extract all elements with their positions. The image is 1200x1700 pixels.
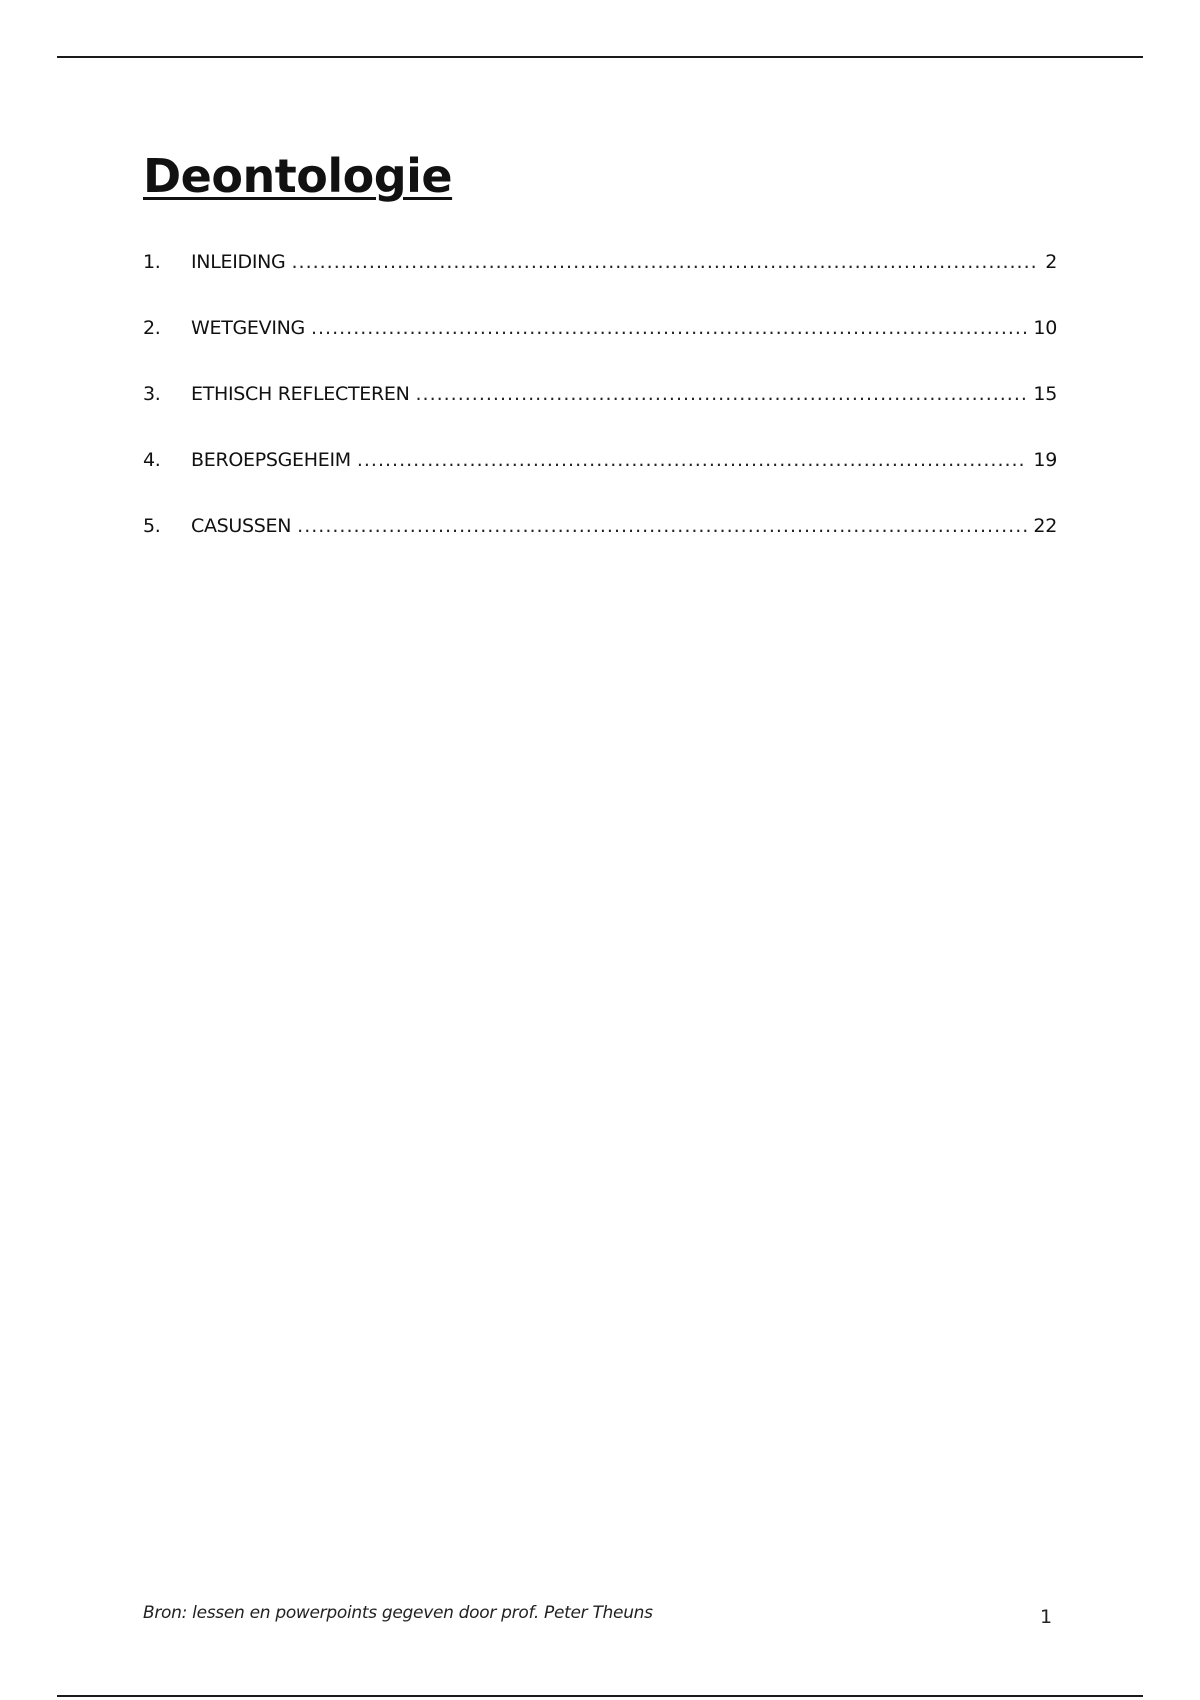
toc-entry-page: 19 — [1033, 449, 1057, 471]
toc-entry-label: INLEIDING — [191, 251, 286, 273]
toc-entry-number: 5. — [143, 515, 161, 537]
footer-rule — [57, 1695, 1143, 1697]
toc-entry-casussen[interactable] — [143, 511, 1057, 577]
toc-entry-page: 15 — [1033, 383, 1057, 405]
toc-entry-page: 22 — [1033, 515, 1057, 537]
toc-entry-number: 1. — [143, 251, 161, 273]
toc-entry-label: BEROEPSGEHEIM — [191, 449, 351, 471]
toc-dot-leader — [357, 445, 1028, 475]
document-title: Deontologie — [143, 149, 453, 203]
toc-dot-leader — [311, 313, 1027, 343]
toc-entry-wetgeving[interactable] — [143, 313, 1057, 379]
footer-source-note: Bron: lessen en powerpoints gegeven door prof. Peter Theuns — [143, 1603, 653, 1623]
toc-entry-number: 2. — [143, 317, 161, 339]
toc-dot-leader — [297, 511, 1027, 541]
toc-entry-page: 10 — [1033, 317, 1057, 339]
toc-dot-leader — [291, 247, 1039, 277]
toc-entry-label: ETHISCH REFLECTEREN — [191, 383, 410, 405]
toc-entry-label: WETGEVING — [191, 317, 305, 339]
toc-entry-inleiding[interactable] — [143, 247, 1057, 313]
footer-page-number: 1 — [1040, 1606, 1053, 1628]
toc-entry-beroepsgeheim[interactable] — [143, 445, 1057, 511]
toc-entry-number: 3. — [143, 383, 161, 405]
toc-entry-ethisch-reflecteren[interactable] — [143, 379, 1057, 445]
toc-entry-page: 2 — [1045, 251, 1057, 273]
table-of-contents — [143, 247, 1057, 577]
toc-entry-number: 4. — [143, 449, 161, 471]
toc-entry-label: CASUSSEN — [191, 515, 292, 537]
toc-dot-leader — [415, 379, 1027, 409]
header-rule — [57, 56, 1143, 58]
